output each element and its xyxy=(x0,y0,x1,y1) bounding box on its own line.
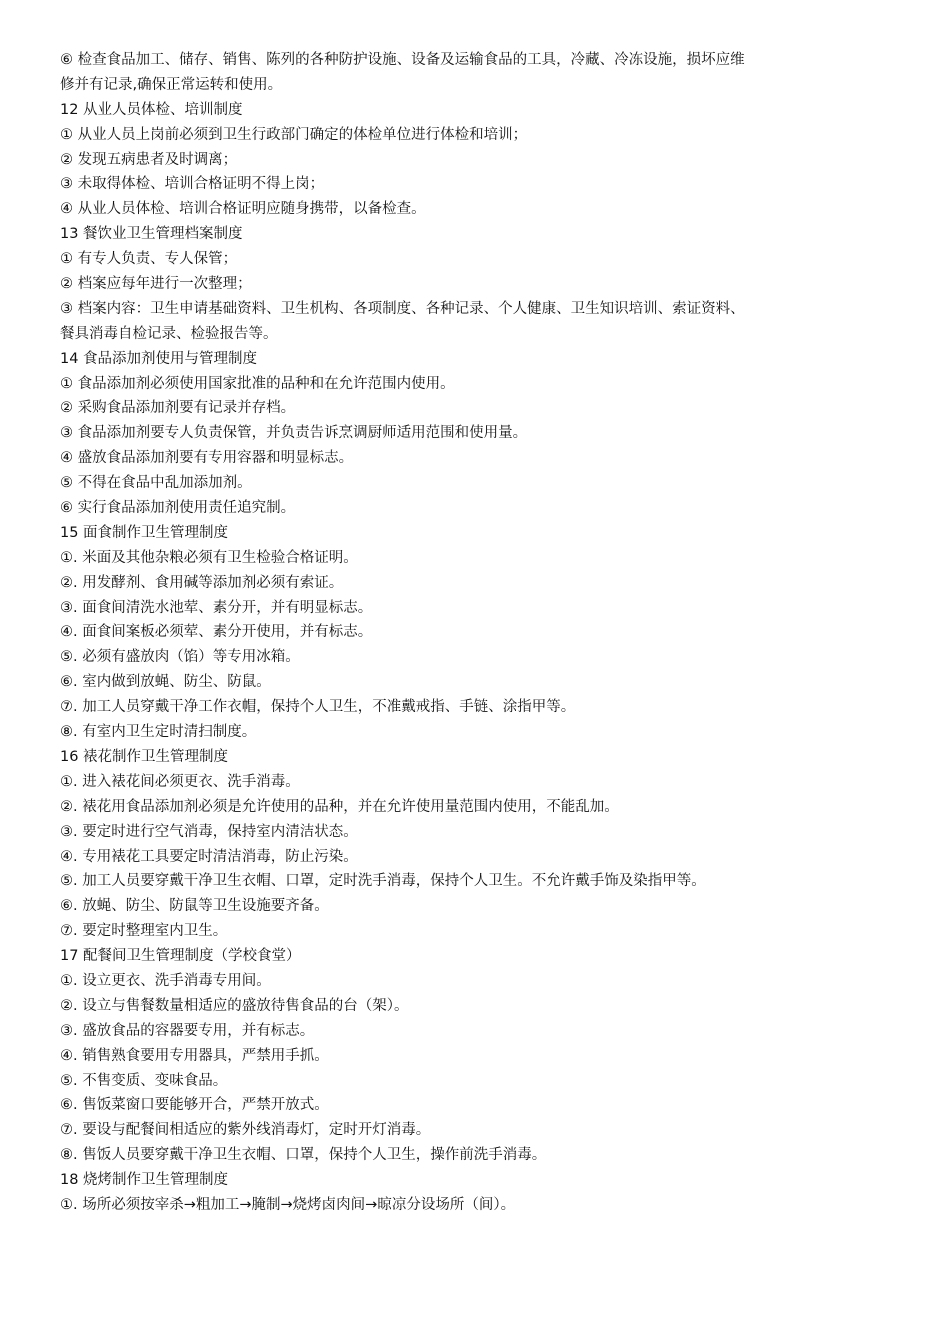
document-line: ⑥. 售饭菜窗口要能够开合，严禁开放式。 xyxy=(60,1097,329,1114)
document-line: ⑦. 要设与配餐间相适应的紫外线消毒灯，定时开灯消毒。 xyxy=(60,1122,431,1139)
section-heading: 15 面食制作卫生管理制度 xyxy=(60,524,229,541)
document-line: ②. 设立与售餐数量相适应的盛放待售食品的台（架）。 xyxy=(60,997,409,1014)
document-line: ⑥ 检查食品加工、储存、销售、陈列的各种防护设施、设备及运输食品的工具，冷藏、冷冻设施，损坏应维 xyxy=(60,52,745,68)
document-line: ⑥. 室内做到放蝇、防尘、防鼠。 xyxy=(60,674,271,691)
document-line: ⑥. 放蝇、防尘、防鼠等卫生设施要齐备。 xyxy=(60,898,329,915)
document-line: ① 有专人负责、专人保管； xyxy=(60,251,238,268)
document-line: ⑤ 不得在食品中乱加添加剂。 xyxy=(60,475,252,492)
section-heading: 17 配餐间卫生管理制度（学校食堂） xyxy=(60,948,301,965)
document-line: ③ 食品添加剂要专人负责保管，并负责告诉烹调厨师适用范围和使用量。 xyxy=(60,425,528,442)
document-line: ①. 米面及其他杂粮必须有卫生检验合格证明。 xyxy=(60,549,358,566)
document-line: 修并有记录,确保正常运转和使用。 xyxy=(60,76,283,93)
section-heading: 18 烧烤制作卫生管理制度 xyxy=(60,1172,229,1189)
section-heading: 12 从业人员体检、培训制度 xyxy=(60,101,243,118)
section-heading: 16 裱花制作卫生管理制度 xyxy=(60,748,229,765)
document-line: ⑧. 有室内卫生定时清扫制度。 xyxy=(60,724,257,741)
document-line: ②. 用发酵剂、食用碱等添加剂必须有索证。 xyxy=(60,574,344,591)
document-line: ⑧. 售饭人员要穿戴干净卫生衣帽、口罩，保持个人卫生，操作前洗手消毒。 xyxy=(60,1147,547,1164)
document-line: ⑤. 加工人员要穿戴干净卫生衣帽、口罩，定时洗手消毒，保持个人卫生。不允许戴手饰及染指甲等。 xyxy=(60,873,706,890)
document-line: ⑤. 必须有盛放肉（馅）等专用冰箱。 xyxy=(60,649,300,666)
document-line: ③ 未取得体检、培训合格证明不得上岗； xyxy=(60,176,325,193)
document-line: ② 采购食品添加剂要有记录并存档。 xyxy=(60,400,296,417)
section-heading: 14 食品添加剂使用与管理制度 xyxy=(60,350,258,367)
document-line: ⑦. 要定时整理室内卫生。 xyxy=(60,923,228,940)
document-line: ④. 专用裱花工具要定时清洁消毒，防止污染。 xyxy=(60,848,358,865)
document-line: ③. 要定时进行空气消毒，保持室内清洁状态。 xyxy=(60,823,358,840)
document-line: ①. 进入裱花间必须更衣、洗手消毒。 xyxy=(60,773,300,790)
document-line: ⑥ 实行食品添加剂使用责任追究制。 xyxy=(60,500,296,517)
document-line: ③ 档案内容：卫生申请基础资料、卫生机构、各项制度、各种记录、个人健康、卫生知识培训、索证资料、 xyxy=(60,300,745,317)
document-line: ④ 盛放食品添加剂要有专用容器和明显标志。 xyxy=(60,450,354,467)
document-line: ④. 面食间案板必须荤、素分开使用，并有标志。 xyxy=(60,624,373,641)
document-line: ② 发现五病患者及时调离； xyxy=(60,151,238,168)
document-line: ①. 场所必须按宰杀→粗加工→腌制→烧烤卤肉间→晾凉分设场所（间）。 xyxy=(60,1196,516,1213)
document-line: ① 从业人员上岗前必须到卫生行政部门确定的体检单位进行体检和培训； xyxy=(60,126,528,143)
document-line: 餐具消毒自检记录、检验报告等。 xyxy=(60,325,278,342)
document-line: ⑦. 加工人员穿戴干净工作衣帽，保持个人卫生，不准戴戒指、手链、涂指甲等。 xyxy=(60,699,576,716)
document-line: ③. 面食间清洗水池荤、素分开，并有明显标志。 xyxy=(60,599,373,616)
section-heading: 13 餐饮业卫生管理档案制度 xyxy=(60,226,243,243)
document-line: ②. 裱花用食品添加剂必须是允许使用的品种，并在允许使用量范围内使用，不能乱加。 xyxy=(60,798,619,815)
document-line: ④ 从业人员体检、培训合格证明应随身携带，以备检查。 xyxy=(60,201,426,218)
document-page xyxy=(60,48,890,1218)
document-line: ③. 盛放食品的容器要专用，并有标志。 xyxy=(60,1022,315,1039)
document-line: ② 档案应每年进行一次整理； xyxy=(60,276,252,293)
document-line: ①. 设立更衣、洗手消毒专用间。 xyxy=(60,972,271,989)
document-line: ④. 销售熟食要用专用器具，严禁用手抓。 xyxy=(60,1047,329,1064)
document-line: ⑤. 不售变质、变味食品。 xyxy=(60,1072,228,1089)
document-line: ① 食品添加剂必须使用国家批准的品种和在允许范围内使用。 xyxy=(60,375,455,392)
